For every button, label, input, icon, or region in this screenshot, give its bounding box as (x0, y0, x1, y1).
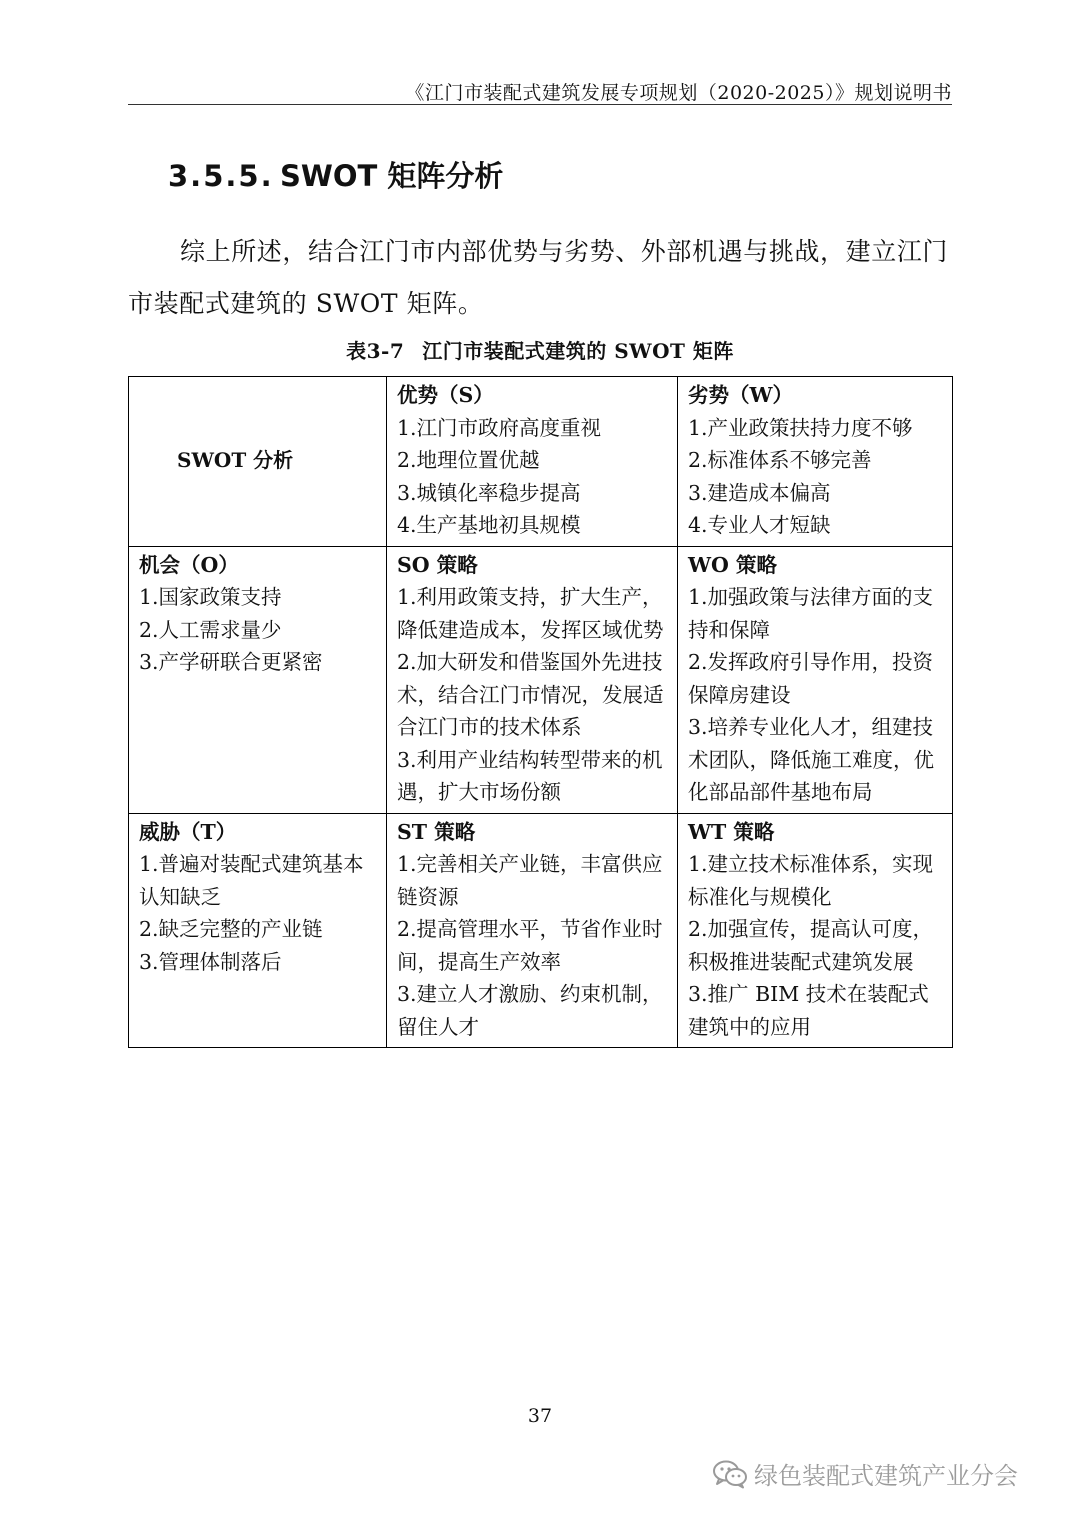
list-item: 1.普遍对装配式建筑基本认知缺乏 (139, 852, 364, 909)
list-item: 2.标准体系不够完善 (688, 448, 872, 472)
wt-strategy-cell (678, 813, 953, 1048)
table-row (129, 546, 953, 813)
threats-title: 威胁（T） (139, 819, 237, 844)
table-row (129, 813, 953, 1048)
opportunities-cell (129, 546, 387, 813)
table-caption-number: 表3-7 (346, 339, 405, 363)
list-item: 3.管理体制落后 (139, 949, 282, 974)
header-rule (128, 104, 952, 105)
page-number: 37 (527, 1405, 553, 1427)
list-item: 1.江门市政府高度重视 (397, 415, 602, 440)
list-item: 1.完善相关产业链，丰富供应链资源 (397, 852, 663, 909)
wechat-icon (712, 1459, 748, 1489)
list-item: 2.缺乏完整的产业链 (139, 917, 323, 941)
wt-strategy-title: WT 策略 (688, 819, 775, 844)
so-strategy-title: SO 策略 (397, 552, 478, 577)
list-item: 3.建造成本偏高 (688, 480, 831, 505)
list-item: 2.发挥政府引导作用，投资保障房建设 (688, 650, 934, 707)
list-item: 2.加强宣传，提高认可度，积极推进装配式建筑发展 (688, 917, 934, 974)
section-heading (168, 154, 503, 195)
list-item: 4.专业人才短缺 (688, 513, 831, 537)
list-item: 2.人工需求量少 (139, 617, 282, 642)
threats-cell (129, 813, 387, 1048)
strengths-cell (387, 377, 678, 547)
intro-paragraph: 综上所述，结合江门市内部优势与劣势、外部机遇与挑战，建立江门市装配式建筑的 SWOT 矩阵。 (128, 237, 949, 318)
list-item: 3.城镇化率稳步提高 (397, 480, 581, 505)
weaknesses-cell (678, 377, 953, 547)
list-item: 1.国家政策支持 (139, 585, 282, 609)
watermark (712, 1456, 1018, 1491)
wo-strategy-cell (678, 546, 953, 813)
st-strategy-cell (387, 813, 678, 1048)
list-item: 3.推广 BIM 技术在装配式建筑中的应用 (688, 982, 929, 1039)
opportunities-title: 机会（O） (139, 552, 239, 577)
list-item: 4.生产基地初具规模 (397, 513, 581, 537)
wo-strategy-title: WO 策略 (688, 552, 778, 577)
st-strategy-title: ST 策略 (397, 819, 476, 844)
table-caption-title: 江门市装配式建筑的 SWOT 矩阵 (422, 339, 734, 363)
strengths-title: 优势（S） (397, 383, 494, 407)
list-item: 2.加大研发和借鉴国外先进技术，结合江门市情况，发展适合江门市的技术体系 (397, 650, 664, 739)
weaknesses-title: 劣势（W） (688, 383, 794, 407)
so-strategy-cell (387, 546, 678, 813)
list-item: 1.加强政策与法律方面的支持和保障 (688, 585, 934, 642)
swot-table (128, 376, 953, 1048)
list-item: 3.利用产业结构转型带来的机遇，扩大市场份额 (397, 747, 663, 804)
list-item: 3.培养专业化人才，组建技术团队，降低施工难度，优化部品部件基地布局 (688, 715, 934, 804)
list-item: 3.建立人才激励、约束机制，留住人才 (397, 982, 663, 1039)
table-row (129, 377, 953, 547)
list-item: 2.提高管理水平，节省作业时间，提高生产效率 (397, 917, 663, 974)
swot-corner-cell: SWOT 分析 (129, 377, 387, 547)
section-number: 3.5.5. (168, 159, 274, 193)
table-caption (0, 335, 1080, 364)
list-item: 1.利用政策支持，扩大生产，降低建造成本，发挥区域优势 (397, 585, 664, 642)
watermark-text: 绿色装配式建筑产业分会 (754, 1462, 1018, 1490)
list-item: 1.产业政策扶持力度不够 (688, 415, 913, 440)
list-item: 1.建立技术标准体系，实现标准化与规模化 (688, 852, 934, 909)
section-title: SWOT 矩阵分析 (280, 159, 504, 193)
running-header: 《江门市装配式建筑发展专项规划（2020-2025）》规划说明书 (405, 82, 952, 104)
list-item: 2.地理位置优越 (397, 448, 540, 472)
list-item: 3.产学研联合更紧密 (139, 650, 323, 674)
